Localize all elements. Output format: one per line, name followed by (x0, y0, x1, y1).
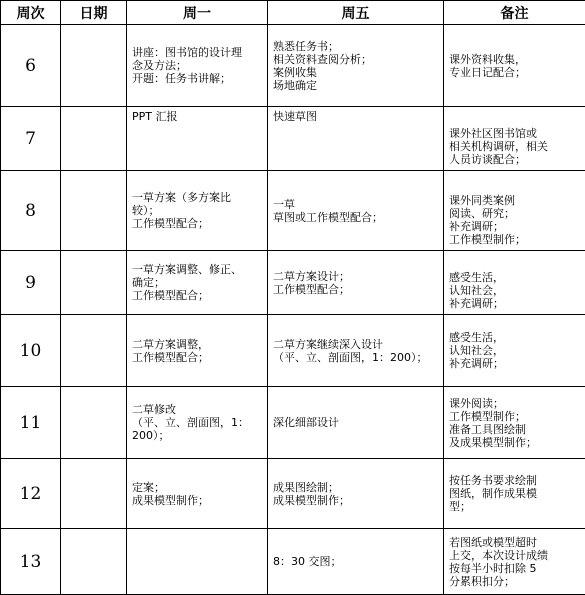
week-number: 9 (1, 251, 61, 315)
cell-line: 工作模型配合； (132, 289, 265, 302)
cell-line: 相关资料查阅分析； (273, 53, 441, 66)
cell-line: 按任务书要求绘制 (449, 474, 583, 487)
table-row (1, 25, 585, 107)
cell-line: 上交，本次设计成绩 (449, 549, 583, 562)
cell-line: 工作模型配合； (132, 351, 265, 364)
cell-line: 较）； (132, 204, 265, 217)
monday-cell (127, 315, 268, 387)
date-cell (61, 107, 127, 171)
notes-cell (444, 25, 585, 107)
cell-line: 分累积扣分； (449, 575, 583, 588)
cell-line: 熟悉任务书； (273, 40, 441, 53)
cell-line: 二草修改 (132, 403, 265, 416)
schedule-body (1, 25, 585, 595)
cell-line: 8：30 交图； (273, 555, 441, 568)
week-number: 11 (1, 387, 61, 459)
header-date: 日期 (61, 1, 127, 25)
monday-cell (127, 251, 268, 315)
table-row (1, 315, 585, 387)
cell-line: 按每半小时扣除 5 (449, 562, 583, 575)
cell-line: 确定； (132, 276, 265, 289)
header-notes: 备注 (444, 1, 585, 25)
monday-cell (127, 171, 268, 251)
cell-line: 成果图绘制； (273, 481, 441, 494)
cell-line: 念及方法； (132, 59, 265, 72)
cell-line: 补充调研； (449, 297, 583, 310)
notes-cell (444, 459, 585, 529)
date-cell (61, 25, 127, 107)
notes-cell (444, 107, 585, 171)
cell-line: 感受生活， (449, 331, 583, 344)
cell-line: 若图纸或模型超时 (449, 536, 583, 549)
cell-line: （平、立、剖面图，1：200）； (273, 351, 441, 364)
cell-line: 图纸，制作成果模 (449, 487, 583, 500)
cell-line: 认知社会， (449, 284, 583, 297)
cell-line: 课外社区图书馆或 (449, 127, 583, 140)
table-row (1, 387, 585, 459)
monday-cell (127, 25, 268, 107)
notes-cell (444, 529, 585, 595)
friday-cell (268, 25, 444, 107)
cell-line: 成果模型制作； (132, 494, 265, 507)
cell-line: PPT 汇报 (132, 110, 265, 123)
cell-line: 二草方案设计； (273, 270, 441, 283)
cell-line: 深化细部设计 (273, 416, 441, 429)
week-number: 13 (1, 529, 61, 595)
week-number: 6 (1, 25, 61, 107)
cell-line: 课外同类案例 (449, 194, 583, 207)
notes-cell (444, 387, 585, 459)
friday-cell (268, 171, 444, 251)
friday-cell (268, 107, 444, 171)
cell-line: 补充调研； (449, 220, 583, 233)
table-row (1, 529, 585, 595)
cell-line: 200）； (132, 429, 265, 442)
friday-cell (268, 459, 444, 529)
date-cell (61, 529, 127, 595)
friday-cell (268, 387, 444, 459)
monday-cell (127, 107, 268, 171)
cell-line: 专业日记配合； (449, 66, 583, 79)
cell-line: 工作模型制作； (449, 410, 583, 423)
header-friday: 周五 (268, 1, 444, 25)
cell-line: 案例收集 (273, 66, 441, 79)
monday-cell (127, 459, 268, 529)
header-row (1, 1, 585, 25)
table-row (1, 107, 585, 171)
cell-line: 工作模型配合； (132, 217, 265, 230)
cell-line: 场地确定 (273, 79, 441, 92)
notes-cell (444, 315, 585, 387)
cell-line: 一草方案调整、修正、 (132, 263, 265, 276)
cell-line: 感受生活， (449, 271, 583, 284)
date-cell (61, 315, 127, 387)
cell-line: 讲座：图书馆的设计理 (132, 46, 265, 59)
cell-line: 准备工具图绘制 (449, 423, 583, 436)
date-cell (61, 251, 127, 315)
notes-cell (444, 171, 585, 251)
date-cell (61, 459, 127, 529)
cell-line: 成果模型制作； (273, 494, 441, 507)
date-cell (61, 171, 127, 251)
table-row (1, 171, 585, 251)
monday-cell (127, 387, 268, 459)
cell-line: 一草方案（多方案比 (132, 191, 265, 204)
cell-line: 课外阅读； (449, 397, 583, 410)
cell-line: 及成果模型制作； (449, 436, 583, 449)
cell-line: 一草 (273, 198, 441, 211)
cell-line: 二草方案继续深入设计 (273, 338, 441, 351)
week-number: 12 (1, 459, 61, 529)
week-number: 8 (1, 171, 61, 251)
header-week: 周次 (1, 1, 61, 25)
cell-line: 工作模型制作； (449, 233, 583, 246)
cell-line: 课外资料收集， (449, 53, 583, 66)
friday-cell (268, 529, 444, 595)
monday-cell (127, 529, 268, 595)
header-monday: 周一 (127, 1, 268, 25)
friday-cell (268, 315, 444, 387)
cell-line: （平、立、剖面图，1： (132, 416, 265, 429)
cell-line: 定案； (132, 481, 265, 494)
cell-line: 认知社会， (449, 344, 583, 357)
week-number: 10 (1, 315, 61, 387)
cell-line: 补充调研； (449, 357, 583, 370)
cell-line: 人员访谈配合； (449, 153, 583, 166)
table-row (1, 459, 585, 529)
date-cell (61, 387, 127, 459)
notes-cell (444, 251, 585, 315)
table-row (1, 251, 585, 315)
cell-line: 快速草图 (273, 110, 441, 123)
cell-line: 相关机构调研，相关 (449, 140, 583, 153)
friday-cell (268, 251, 444, 315)
cell-line: 开题：任务书讲解； (132, 72, 265, 85)
cell-line: 工作模型配合； (273, 283, 441, 296)
week-number: 7 (1, 107, 61, 171)
cell-line: 型； (449, 500, 583, 513)
cell-line: 阅读、研究； (449, 207, 583, 220)
cell-line: 草图或工作模型配合； (273, 211, 441, 224)
cell-line: 二草方案调整， (132, 338, 265, 351)
